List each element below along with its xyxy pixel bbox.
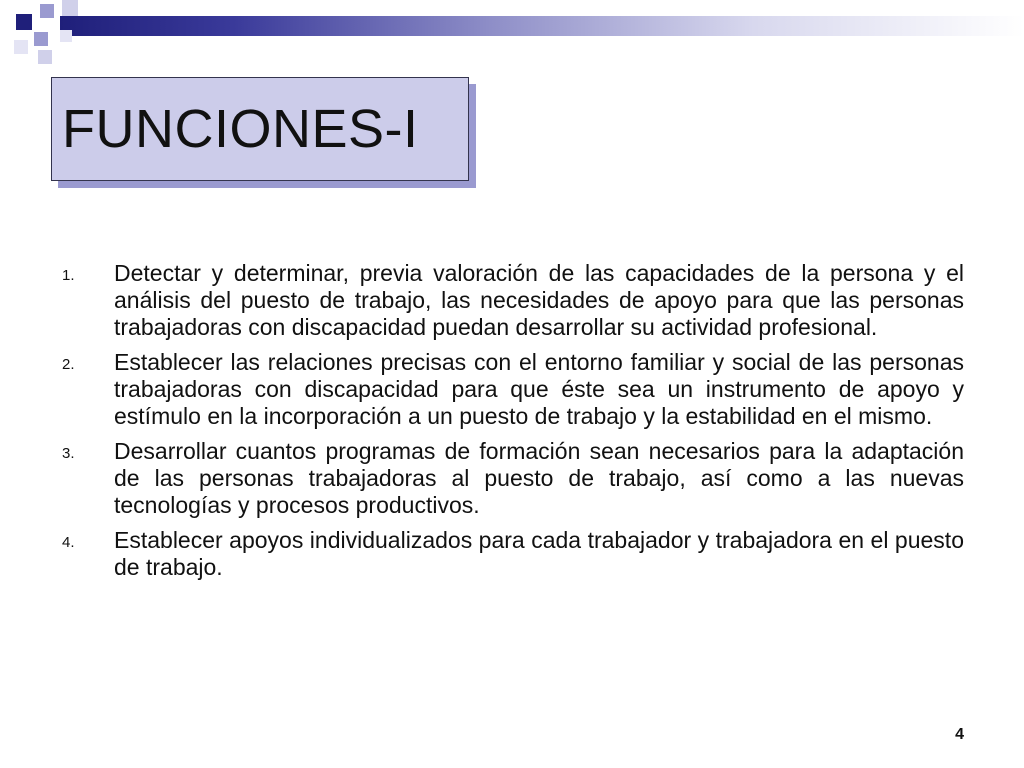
decorative-square: [62, 0, 78, 16]
list-item-number: 4.: [62, 534, 75, 551]
list-item-text: Establecer apoyos individualizados para cada trabajador y trabajadora en el puesto de trabajo.: [114, 527, 964, 580]
title-box: [51, 77, 469, 181]
list-item-text: Establecer las relaciones precisas con el entorno familiar y social de las personas trabajadoras con discapacidad para que éste sea un instrumento de apoyo y estímulo en la incorporación a un puesto de trabajo y la estabilidad en el mismo.: [114, 349, 964, 429]
list-item-text: Desarrollar cuantos programas de formación sean necesarios para la adaptación de las personas trabajadoras al puesto de trabajo, así como a las nuevas tecnologías y procesos productivos.: [114, 438, 964, 518]
decorative-square: [60, 30, 72, 42]
list-item: [56, 349, 964, 430]
functions-list: [56, 260, 964, 589]
decorative-square: [38, 50, 52, 64]
decorative-square: [34, 32, 48, 46]
decorative-square: [14, 40, 28, 54]
page-number: 4: [955, 726, 964, 743]
list-item-number: 1.: [62, 267, 75, 284]
list-item-number: 2.: [62, 356, 75, 373]
decorative-square: [16, 14, 32, 30]
decorative-square: [40, 4, 54, 18]
list-item: [56, 260, 964, 341]
list-item-text: Detectar y determinar, previa valoración de las capacidades de la persona y el análisis del puesto de trabajo, las necesidades de apoyo para que las personas trabajadoras con discapacidad puedan desarrollar su actividad profesional.: [114, 260, 964, 340]
header-gradient-bar: [60, 16, 1024, 36]
list-item-number: 3.: [62, 445, 75, 462]
slide-title: FUNCIONES-I: [62, 99, 419, 159]
list-item: [56, 527, 964, 581]
list-item: [56, 438, 964, 519]
